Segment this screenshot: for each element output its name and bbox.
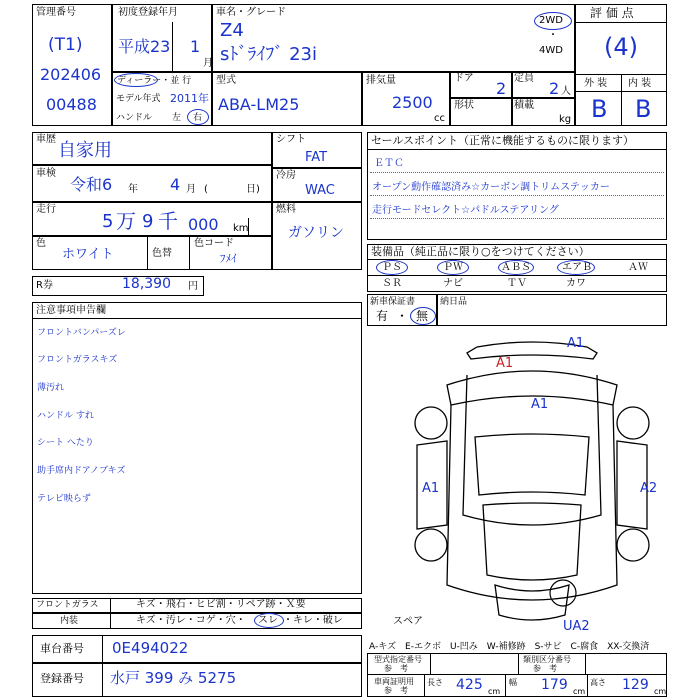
chassis-label: 車台番号: [40, 642, 84, 655]
warranty-dot: ・: [396, 309, 409, 323]
cert-label: 車両証明用: [374, 677, 414, 686]
shift-value: FAT: [305, 150, 328, 165]
recycle-box: [32, 276, 204, 296]
eval-label: 評 価 点: [590, 6, 634, 20]
sales-item-2: 走行モードセレクト☆パドルステアリング: [372, 205, 559, 216]
warranty-no: 無: [416, 309, 429, 323]
model-name: Z4: [220, 20, 244, 41]
hgt-cm: cm: [654, 687, 667, 696]
interior-post: ・キレ・破レ: [283, 615, 343, 626]
mark-front-top: A1: [567, 336, 585, 351]
cap-value: 2: [549, 79, 560, 98]
sales-item-0: ＥＴＣ: [374, 158, 404, 169]
color-code: ﾌﾒｲ: [220, 252, 237, 265]
notes-item-2: 薄汚れ: [37, 383, 65, 393]
notes-item-0: フロントバンパーズレ: [37, 328, 126, 338]
mileage-d3: 000: [188, 215, 219, 234]
mileage-label: 走行: [36, 204, 56, 215]
kanri-t: (T1): [48, 35, 83, 55]
recycle-label: R券: [36, 280, 53, 291]
disp-value: 2500: [392, 93, 433, 112]
eval-score: (4): [604, 33, 638, 61]
mileage-d1: 5: [102, 211, 114, 232]
color-div2: [189, 236, 190, 270]
disp-unit: cc: [434, 113, 445, 124]
inspection-month-unit: 月: [186, 184, 196, 195]
first-reg-month-unit: 月: [203, 58, 213, 69]
handle-label: ハンドル: [116, 113, 153, 123]
delivery-box: [437, 294, 667, 326]
eq-r1-1: ＰＷ: [443, 262, 463, 273]
kanri-n1: 202406: [40, 65, 102, 84]
color-label: 色: [36, 238, 46, 249]
cap-unit: 人: [561, 86, 571, 97]
mileage-u1: 万: [116, 209, 136, 233]
first-reg-label: 初度登録年月: [118, 7, 178, 18]
type-ref: 参 考: [384, 664, 408, 673]
katashiki-value: ABA-LM25: [218, 95, 300, 114]
notes-item-1: フロントガラスキズ: [37, 355, 118, 365]
wid-value: 179: [541, 677, 568, 693]
dealer-label: ディーラー・並 行: [117, 76, 192, 86]
specs-mid: [367, 674, 667, 675]
drive-dot: ・: [548, 30, 558, 41]
color-div1: [147, 236, 148, 270]
door-value: 2: [496, 79, 507, 98]
sales-line2: [370, 195, 664, 196]
drive-4wd: 4WD: [539, 45, 563, 56]
handle-left: 左: [172, 113, 182, 123]
specs-div6: [587, 674, 588, 697]
wid-label: 幅: [509, 678, 517, 687]
sales-item-1: オープン動作確認済み☆カーボン調トリムステッカー: [372, 182, 610, 193]
sales-line1: [370, 172, 664, 173]
chassis-value: 0E494022: [112, 639, 189, 657]
notes-label: 注意事項申告欄: [36, 305, 106, 316]
disp-label: 排気量: [366, 75, 396, 86]
eval-line3: [575, 91, 667, 92]
inspection-day-unit: 日): [246, 184, 260, 195]
equipment-label: 装備品（純正品に限り○をつけてください）: [371, 245, 590, 258]
mileage-unit: km: [233, 223, 249, 234]
inspection-year-unit: 年: [128, 184, 138, 195]
plate-label: 登録番号: [40, 672, 84, 685]
mileage-u2: 千: [158, 209, 178, 233]
plate-value: 水戸 399 み 5275: [110, 669, 237, 687]
first-reg-divider: [172, 22, 173, 72]
specs-div4: [424, 674, 425, 697]
class-ref: 参 考: [533, 664, 557, 673]
color-change-label: 色替: [152, 248, 172, 259]
load-label: 積載: [514, 100, 534, 111]
cert-ref: 参 考: [384, 686, 408, 695]
model-label: 車名・グレード: [216, 7, 286, 18]
katashiki-label: 型式: [216, 75, 236, 86]
warranty-label: 新車保証書: [370, 297, 416, 307]
kanri-label: 管理番号: [36, 7, 76, 18]
eval-divider: [621, 74, 622, 126]
color-code-label: 色コード: [194, 238, 234, 249]
interior-label: 内装: [60, 616, 79, 626]
mileage-d2: 9: [142, 211, 154, 232]
mark-right: A2: [640, 481, 658, 496]
legend: A-キズ E-エクボ U-凹み W-補修跡 S-サビ C-腐食 XX-交換済: [369, 642, 650, 652]
class-label: 類別区分番号: [523, 655, 571, 664]
sales-line0: [367, 149, 667, 150]
eq-line2: [367, 275, 667, 276]
sales-label: セールスポイント（正常に機能するものに限ります）: [371, 134, 635, 147]
inspection-label: 車検: [36, 168, 56, 179]
len-value: 425: [456, 677, 483, 693]
shape-label: 形状: [454, 100, 474, 111]
eq-r2-2: ＴＶ: [507, 278, 527, 289]
shift-label: シフト: [276, 134, 306, 145]
drive-2wd: 2WD: [539, 15, 563, 26]
cap-label: 定員: [514, 73, 534, 84]
fuel-value: ガソリン: [288, 225, 344, 241]
handle-right: 右: [193, 113, 203, 123]
first-reg-era: 平成23: [118, 37, 171, 56]
specs-div2: [518, 653, 519, 674]
type-label: 型式指定番号: [374, 655, 422, 664]
warranty-yes: 有: [376, 309, 389, 323]
notes-item-3: ハンドル すれ: [37, 411, 94, 421]
specs-div5: [505, 674, 506, 697]
sales-line3: [370, 218, 664, 219]
inspection-paren: (: [204, 184, 208, 195]
kanri-n2: 00488: [46, 95, 97, 114]
glass-label: フロントガラス: [36, 600, 99, 610]
eq-r2-3: カワ: [566, 278, 586, 289]
mark-front-red: A1: [496, 356, 514, 371]
notes-item-6: テレビ映らず: [37, 494, 91, 504]
fuel-label: 燃料: [276, 204, 296, 215]
recycle-value: 18,390: [122, 276, 171, 292]
eval-line1: [575, 22, 667, 23]
eval-int-label: 内 装: [628, 78, 652, 89]
delivery-label: 納日品: [440, 297, 468, 307]
len-cm: cm: [488, 687, 501, 696]
cooling-label: 冷房: [276, 170, 296, 181]
color-value: ホワイト: [62, 247, 114, 262]
eq-r1-4: ＡＷ: [628, 262, 648, 273]
door-label: ドア: [454, 73, 474, 84]
notes-head-line: [32, 318, 362, 319]
cooling-value: WAC: [305, 183, 335, 198]
specs-div1: [430, 653, 431, 674]
mileage-tick: [248, 218, 249, 236]
hgt-label: 高さ: [590, 678, 606, 687]
first-reg-month: 1: [190, 37, 201, 56]
mark-hood: A1: [531, 397, 549, 412]
eq-r1-0: ＰＳ: [382, 262, 402, 273]
inspection-era: 令和6: [70, 175, 113, 194]
eval-ext-label: 外 装: [584, 78, 608, 89]
inspection-box: [32, 165, 272, 202]
glass-items: キズ・飛石・ヒビ割・リペア跡・Ｘ要: [136, 599, 306, 610]
eq-r1-2: ＡＢＳ: [501, 262, 531, 273]
model-grade: sﾄﾞﾗｲﾌﾞ 23i: [220, 44, 318, 65]
spare-label: スペア: [393, 616, 423, 627]
recycle-unit: 円: [188, 281, 198, 292]
wid-cm: cm: [573, 687, 586, 696]
history-label: 車歴: [36, 134, 56, 145]
mark-left: A1: [422, 481, 440, 496]
len-label: 長さ: [427, 678, 443, 687]
notes-item-4: シート へたり: [37, 438, 94, 448]
hgt-value: 129: [622, 677, 649, 693]
eq-r2-0: ＳＲ: [382, 278, 402, 289]
mark-rear: UA2: [563, 619, 590, 634]
eq-r2-1: ナビ: [443, 278, 463, 289]
eq-r1-3: エアＢ: [562, 262, 592, 273]
interior-circled: スレ: [258, 615, 278, 626]
history-value: 自家用: [58, 140, 112, 161]
eval-ext: B: [591, 95, 608, 123]
model-year: 2011年: [170, 92, 209, 105]
model-year-label: モデル年式: [116, 94, 161, 104]
notes-item-5: 助手席内ドアノブキズ: [37, 466, 126, 476]
car-diagram: [405, 335, 660, 635]
specs-div3: [585, 653, 586, 674]
eval-int: B: [635, 95, 652, 123]
load-unit: kg: [559, 114, 572, 125]
inspection-month: 4: [170, 175, 181, 194]
interior-pre: キズ・汚レ・コゲ・穴・: [136, 615, 246, 626]
